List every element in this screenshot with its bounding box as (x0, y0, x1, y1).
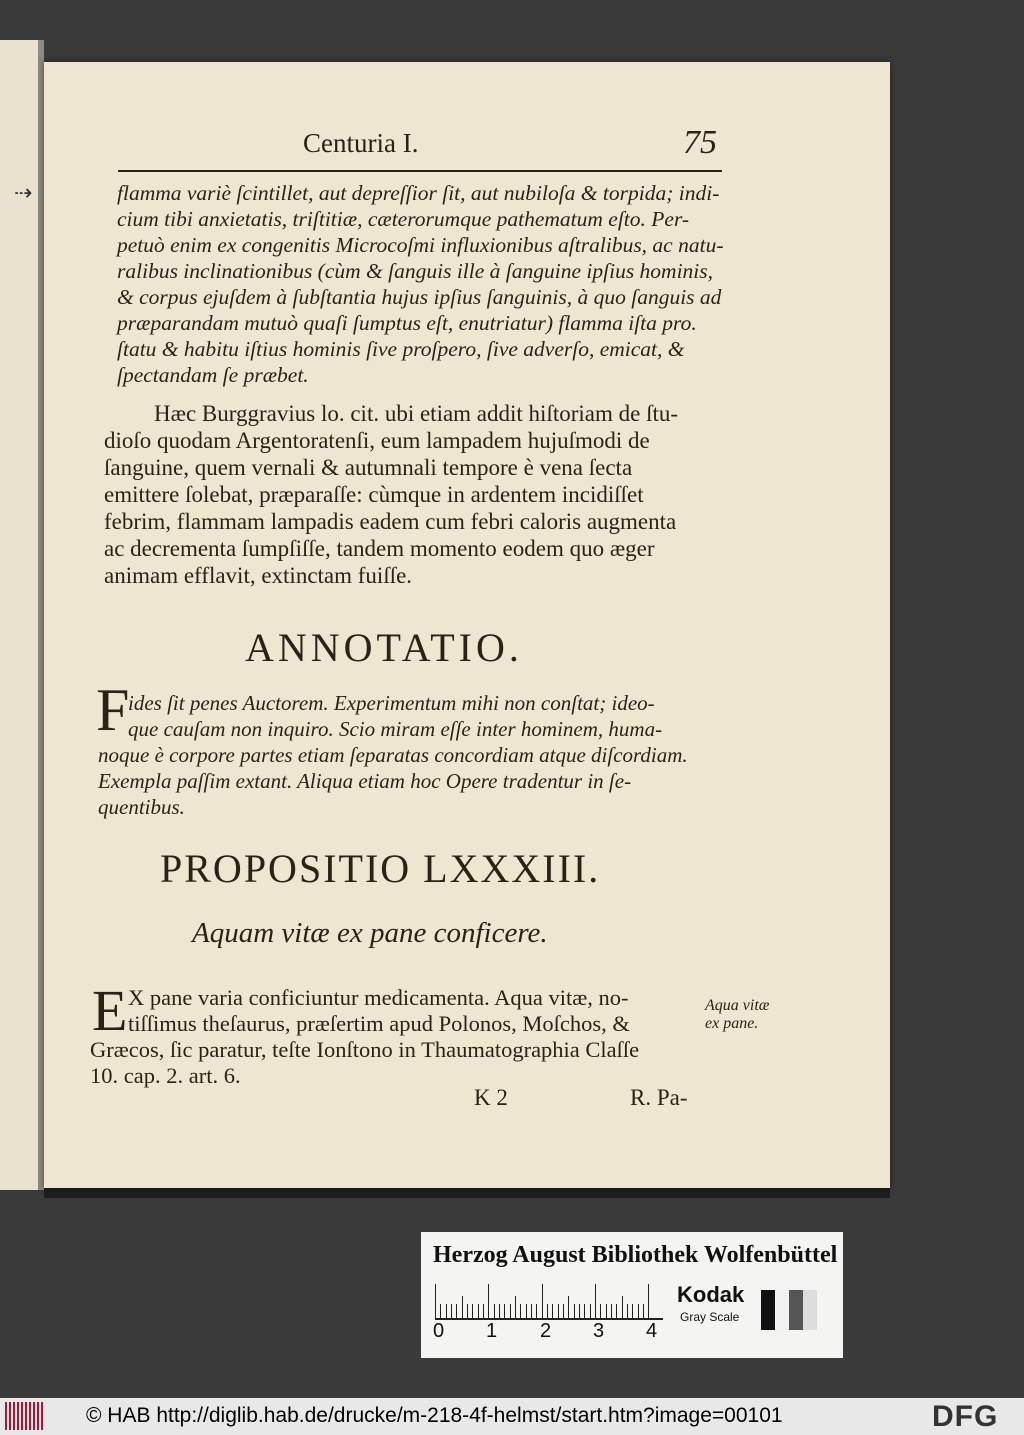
ruler-tick (462, 1296, 463, 1318)
dfg-logo: DFG (932, 1400, 999, 1433)
ruler-tick (488, 1284, 489, 1318)
ruler-tick (632, 1304, 633, 1318)
ruler-tick (499, 1304, 500, 1318)
ruler-tick (446, 1304, 447, 1318)
ruler-tick (648, 1284, 649, 1318)
ruler-tick (536, 1304, 537, 1318)
ruler-tick (627, 1304, 628, 1318)
ruler-tick (638, 1304, 639, 1318)
ruler-tick (595, 1284, 596, 1318)
ruler-tick (440, 1304, 441, 1318)
header-rule (118, 170, 722, 172)
color-reference-card (421, 1232, 843, 1358)
ruler-tick (552, 1304, 553, 1318)
facing-page-edge (0, 40, 44, 1190)
drop-cap-e: E (92, 978, 128, 1043)
ruler-tick (515, 1296, 516, 1318)
propositio-subtitle: Aquam vitæ ex pane conficere. (192, 917, 548, 949)
page-number: 75 (683, 124, 717, 161)
ruler-number: 2 (540, 1320, 552, 1342)
gray-swatch (761, 1290, 775, 1330)
italic-paragraph: flamma variè ſcintillet, aut depreſſior ſit, aut nubiloſa & torpida; indi- cium tibi anxietatis, triſtitiæ, cæterorumque pathematum eſto. Per- petuò enim ex congenitis Microcoſmi influxionibus aſtralibus, ac natu- ralibus inclinationibus (cùm & ſanguis ille à ſanguine ipſius hominis, & corpus ejuſdem à ſubſtantia hujus ipſius ſanguinis, à quo ſanguis ad præparandam mutuò quaſi ſumptus eſt, enutriatur) flamma iſta pro. ſtatu & habitu iſtius hominis ſive proſpero, ſive adverſo, emicat, & ſpectandam ſe præbet. (117, 181, 724, 387)
ruler-tick (531, 1304, 532, 1318)
ruler-tick (542, 1284, 543, 1318)
ruler-tick (643, 1304, 644, 1318)
running-header: Centuria I. (303, 128, 419, 158)
ruler-tick (483, 1304, 484, 1318)
library-name: Herzog August Bibliothek Wolfenbüttel (433, 1242, 838, 1268)
signature-mark: K 2 (474, 1085, 508, 1110)
ruler-tick (435, 1284, 436, 1318)
ruler-tick (510, 1304, 511, 1318)
ruler-tick (568, 1296, 569, 1318)
hab-logo-icon (5, 1402, 49, 1430)
ruler-tick (526, 1304, 527, 1318)
kodak-logo: Kodak (677, 1282, 745, 1307)
propositio-paragraph: X pane varia conficiuntur medicamenta. Aqua vitæ, no- tiſſimus theſaurus, præſertim apud Polonos, Moſchos, & Græcos, ſic paratur, teſte Ionſtono in Thaumatographia Claſſe 10. cap. 2. art. 6. (90, 985, 640, 1088)
ruler-numbers (433, 1320, 673, 1346)
scale-ruler (435, 1284, 663, 1320)
ruler-tick (451, 1304, 452, 1318)
margin-note: Aqua vitæ ex pane. (705, 997, 770, 1032)
ruler-tick (547, 1304, 548, 1318)
annotatio-heading: ANNOTATIO. (245, 625, 523, 670)
ruler-tick (611, 1304, 612, 1318)
annotatio-paragraph: ides ſit penes Auctorem. Experimentum mihi non conſtat; ideo- que cauſam non inquiro. Scio miram eſſe inter hominem, huma- noque è corpore partes etiam ſeparatas concordiam atque diſcordiam. Exempla paſſim extant. Aliqua etiam hoc Opere tradentur in ſe- quentibus. (98, 691, 688, 819)
ruler-tick (558, 1304, 559, 1318)
ruler-tick (622, 1296, 623, 1318)
ruler-tick (478, 1304, 479, 1318)
ruler-tick (467, 1304, 468, 1318)
viewer-footer (0, 1398, 1024, 1435)
ruler-tick (504, 1304, 505, 1318)
ruler-tick (590, 1304, 591, 1318)
ruler-tick (520, 1304, 521, 1318)
ruler-tick (579, 1304, 580, 1318)
ruler-tick (616, 1304, 617, 1318)
gray-swatches (761, 1290, 817, 1330)
ruler-tick (600, 1304, 601, 1318)
gray-scale-label: Gray Scale (680, 1310, 740, 1324)
roman-paragraph: Hæc Burggravius lo. cit. ubi etiam addit hiſtoriam de ſtu- dioſo quodam Argentoratenſi, eum lampadem hujuſmodi de ſanguine, quem vernali & autumnali tempore è vena ſecta emittere ſolebat, præparaſſe: cùmque in ardentem incidiſſet febrim, flammam lampadis eadem cum febri caloris augmenta ac decrementa ſumpſiſſe, tandem momento eodem quo æger animam efflavit, extinctam fuiſſe. (104, 401, 679, 588)
ruler-tick (472, 1304, 473, 1318)
ruler-tick (584, 1304, 585, 1318)
ruler-number: 4 (646, 1320, 658, 1342)
catchword: R. Pa- (630, 1085, 688, 1110)
ruler-tick (606, 1304, 607, 1318)
gray-swatch (803, 1290, 817, 1330)
ruler-tick (494, 1304, 495, 1318)
ruler-number: 1 (486, 1320, 498, 1342)
hand-pointer-mark: ⇢ (14, 180, 33, 205)
gray-swatch (789, 1290, 803, 1330)
ruler-number: 0 (433, 1320, 445, 1342)
gray-swatch (775, 1290, 789, 1330)
ruler-tick (456, 1304, 457, 1318)
propositio-heading: PROPOSITIO LXXXIII. (160, 846, 601, 891)
ruler-tick (563, 1304, 564, 1318)
citation-link[interactable]: © HAB http://diglib.hab.de/drucke/m-218-4f-helmst/start.htm?image=00101 (86, 1404, 783, 1427)
ruler-tick (574, 1304, 575, 1318)
drop-cap-f: F (96, 677, 130, 743)
ruler-number: 3 (593, 1320, 605, 1342)
